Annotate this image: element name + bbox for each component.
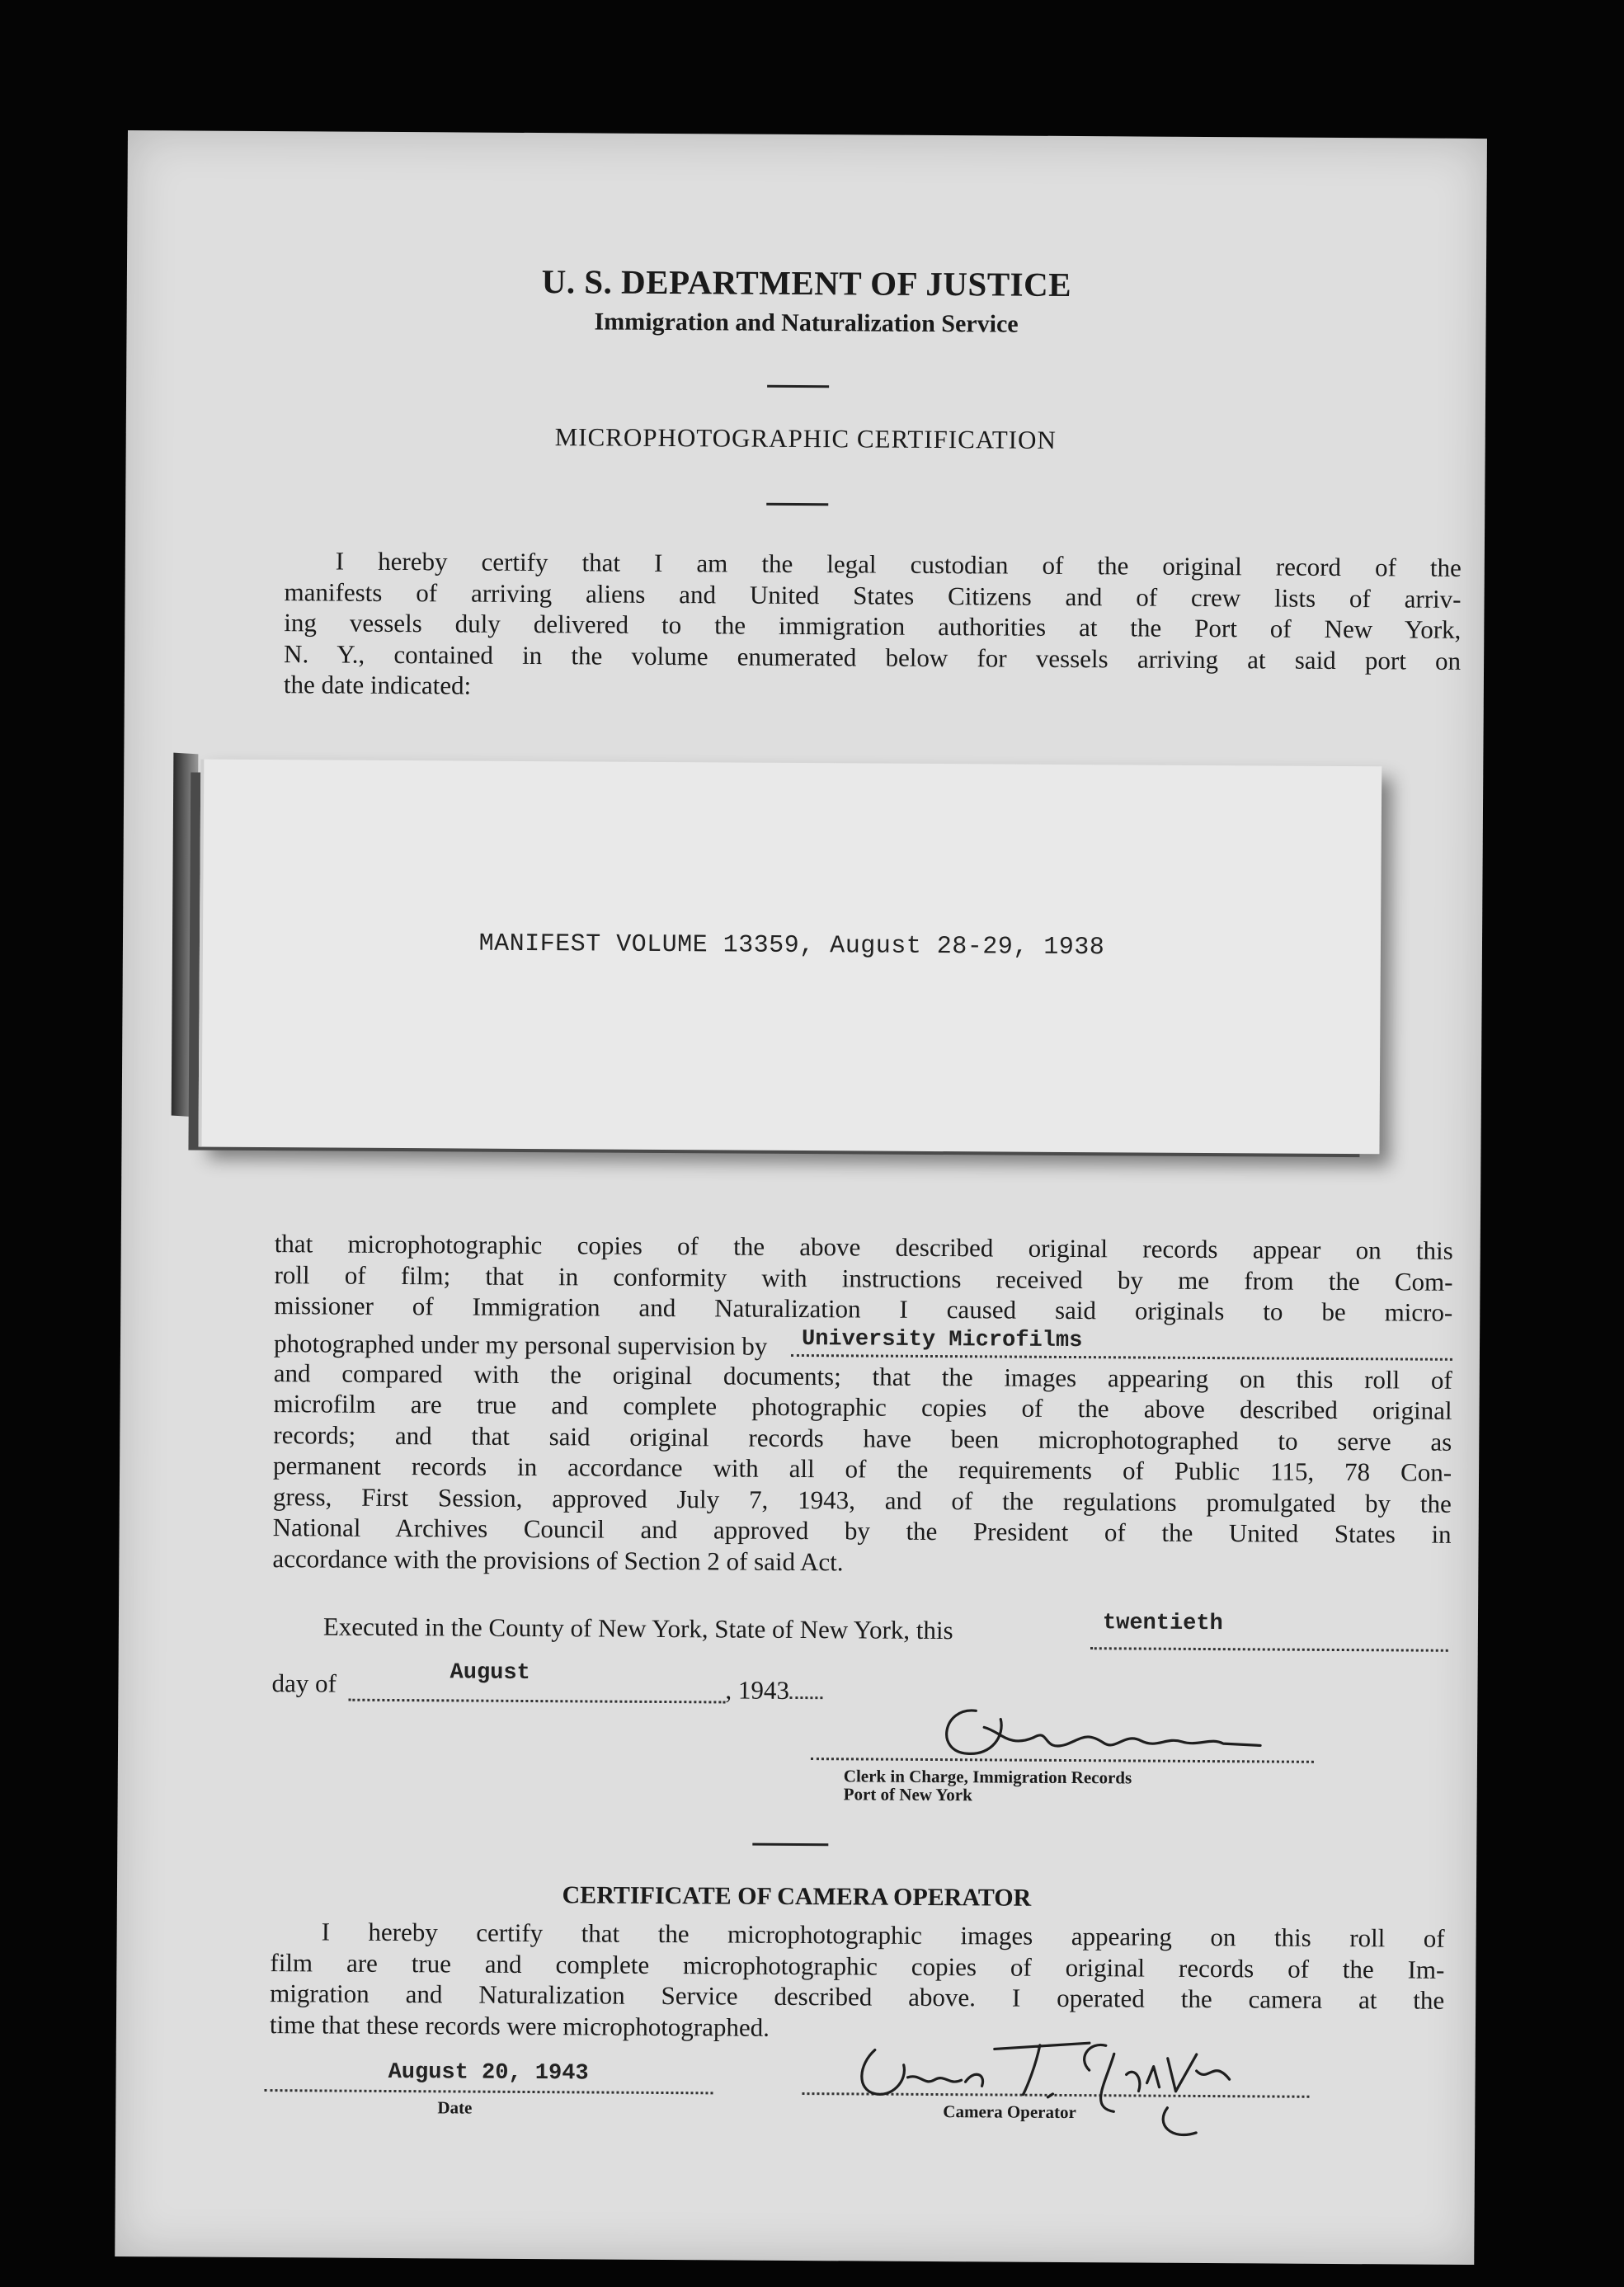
body-line: permanent records in accordance with all of the requirements of Public 115, 78 Con- (273, 1451, 1452, 1487)
divider (766, 503, 828, 506)
day-of-label: day of (271, 1668, 337, 1698)
date-label: Date (437, 2097, 473, 2118)
body-paragraph (272, 1228, 1453, 1581)
year-digit: 3 (776, 1675, 790, 1705)
intro-line: N. Y., contained in the volume enumerated below for vessels arriving at said port on (284, 638, 1462, 675)
intro-line: the date indicated: (283, 670, 472, 700)
camera-line: time that these records were microphotographed. (269, 2009, 770, 2042)
certification-title: MICROPHOTOGRAPHIC CERTIFICATION (554, 422, 1057, 454)
camera-line: I hereby certify that the microphotographic images appearing on this roll of (321, 1917, 1445, 1953)
body-line: microfilm are true and complete photographic copies of the above described original (273, 1389, 1452, 1425)
supervisor-name: University Microfilms (801, 1326, 1083, 1353)
year-field (725, 1671, 822, 1706)
body-line: National Archives Council and approved by the President of the United States in (272, 1513, 1452, 1549)
year-prefix: , 194 (725, 1675, 777, 1705)
certificate-page (115, 130, 1487, 2265)
clerk-title-2: Port of New York (843, 1784, 972, 1805)
year-dotted-line (789, 1672, 822, 1699)
service-subheading: Immigration and Naturalization Service (594, 308, 1019, 338)
divider (767, 385, 829, 388)
divider (752, 1843, 828, 1847)
body-line: gress, First Session, approved July 7, 1943, and of the regulations promulgated by the (272, 1481, 1452, 1518)
card-shadow (172, 753, 199, 1118)
executed-prefix: Executed in the County of New York, State of New York, this (322, 1612, 953, 1645)
department-heading: U. S. DEPARTMENT OF JUSTICE (541, 262, 1072, 304)
clerk-signature (926, 1686, 1273, 1771)
intro-line: I hereby certify that I am the legal custodian of the original record of the (335, 546, 1462, 582)
clerk-title-1: Clerk in Charge, Immigration Records (843, 1766, 1132, 1788)
intro-paragraph (284, 545, 1462, 707)
body-line: missioner of Immigration and Naturalization I caused said originals to be micro- (274, 1291, 1453, 1327)
body-line: roll of film; that in conformity with instructions received by me from the Com- (274, 1259, 1453, 1296)
day-word: twentieth (1102, 1611, 1223, 1637)
supervision-prefix: photographed under my personal supervision by (273, 1328, 768, 1361)
manifest-card (198, 760, 1382, 1155)
body-line: records; and that said original records have been microphotographed to serve as (273, 1419, 1452, 1456)
manifest-volume-text: MANIFEST VOLUME 13359, August 28-29, 1938 (478, 929, 1105, 962)
camera-line: migration and Naturalization Service described above. I operated the camera at the (270, 1979, 1445, 2015)
body-line: accordance with the provisions of Section 2 of said Act. (272, 1543, 844, 1576)
month-value: August (450, 1660, 530, 1687)
operator-label: Camera Operator (943, 2101, 1076, 2123)
date-value: August 20, 1943 (388, 2059, 589, 2087)
intro-line: manifests of arriving aliens and United States Citizens and of crew lists of arriv- (284, 576, 1462, 614)
camera-line: film are true and complete microphotographic copies of original records of the Im- (270, 1947, 1445, 1984)
month-dotted-line (348, 1668, 725, 1704)
supervision-line (274, 1321, 1452, 1365)
camera-certificate-title: CERTIFICATE OF CAMERA OPERATOR (562, 1881, 1032, 1912)
body-line: and compared with the original documents; that the images appearing on this roll of (273, 1358, 1452, 1395)
body-line: that microphotographic copies of the above described original records appear on this (274, 1229, 1453, 1265)
intro-line: ing vessels duly delivered to the immigration authorities at the Port of New York, (284, 608, 1462, 644)
